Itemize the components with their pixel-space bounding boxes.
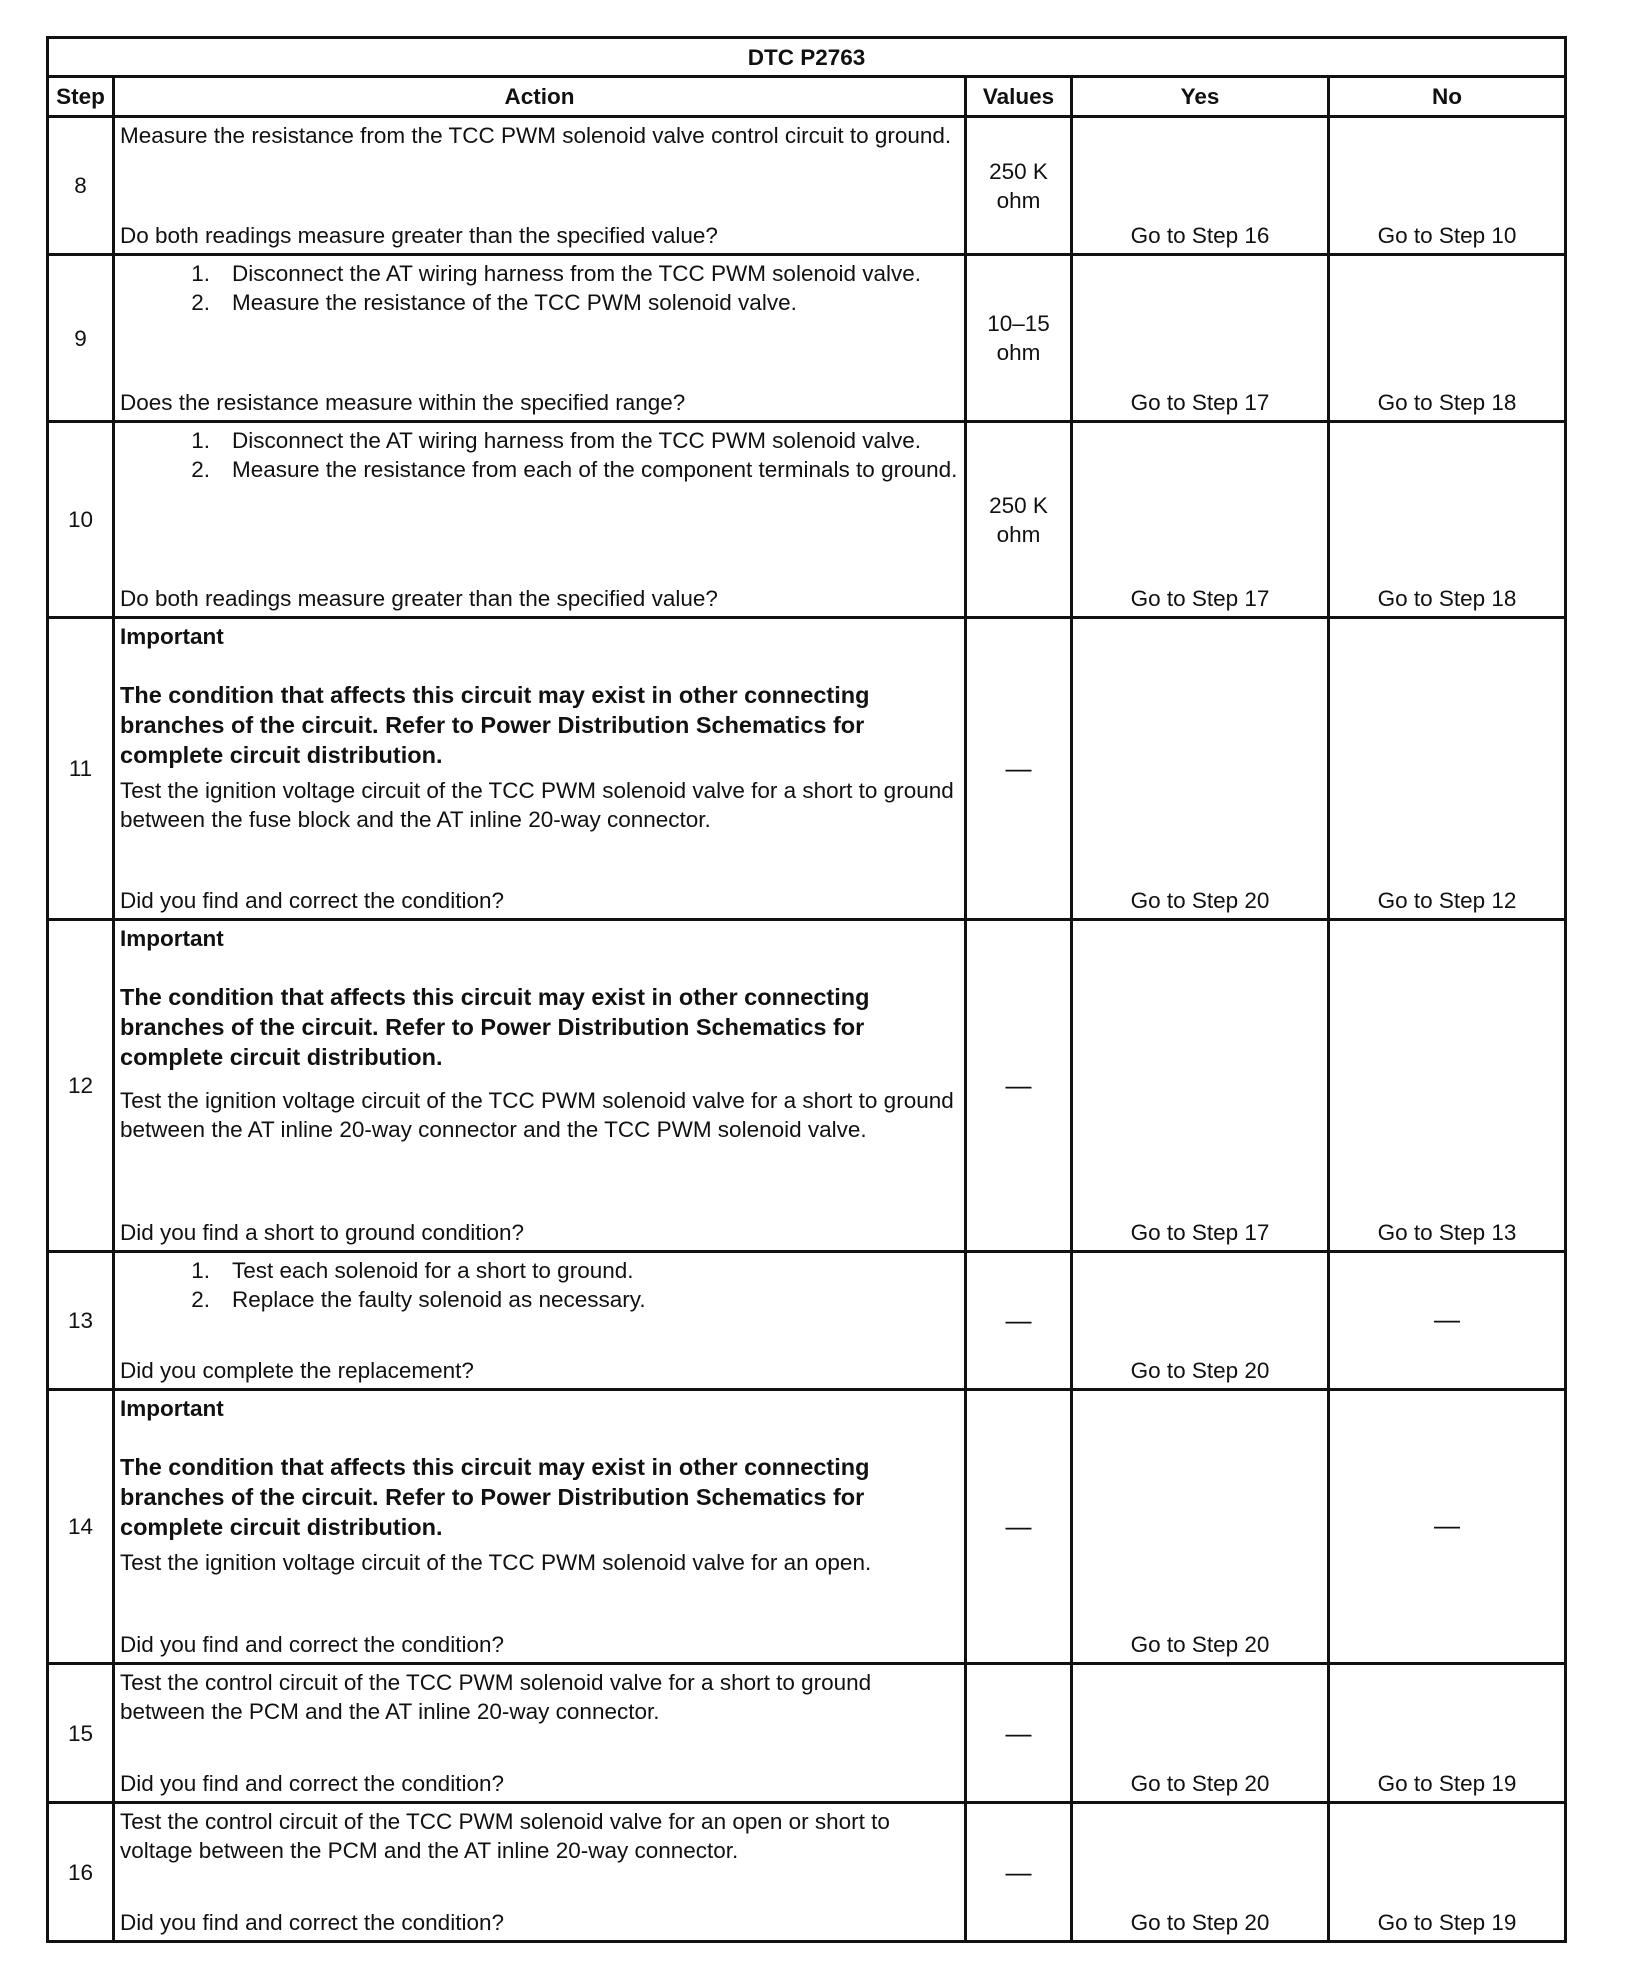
important-note: The condition that affects this circuit may exist in other connecting branches of the circuit. Refer to Power Distribution Schematics for complete circuit distribution. bbox=[120, 984, 870, 1070]
question-text: Did you find and correct the condition? bbox=[120, 1632, 504, 1657]
action-text: Test the ignition voltage circuit of the TCC PWM solenoid valve for an open. bbox=[120, 1550, 872, 1575]
step-number: 11 bbox=[48, 618, 114, 920]
header-values: Values bbox=[966, 77, 1072, 117]
question-text: Did you find and correct the condition? bbox=[120, 1910, 504, 1935]
table-row bbox=[48, 1664, 1566, 1803]
yes-cell: Go to Step 20 bbox=[1072, 1664, 1329, 1803]
question-text: Do both readings measure greater than the specified value? bbox=[120, 223, 718, 248]
important-label: Important bbox=[120, 1396, 224, 1421]
dtc-table bbox=[46, 36, 1567, 1943]
step-number: 9 bbox=[48, 255, 114, 422]
list-item: 2. Replace the faulty solenoid as necessary. bbox=[191, 1287, 646, 1312]
important-note: The condition that affects this circuit may exist in other connecting branches of the circuit. Refer to Power Distribution Schematics for complete circuit distribution. bbox=[120, 682, 870, 768]
action-text: Test the ignition voltage circuit of the TCC PWM solenoid valve for a short to ground between the AT inline 20-way connector and the TCC PWM solenoid valve. bbox=[120, 1088, 954, 1142]
values-cell: — bbox=[966, 1390, 1072, 1664]
values-cell: 10–15 ohm bbox=[966, 255, 1072, 422]
no-cell: Go to Step 12 bbox=[1329, 618, 1566, 920]
action-cell bbox=[114, 618, 966, 920]
action-cell bbox=[114, 1390, 966, 1664]
no-cell: Go to Step 18 bbox=[1329, 255, 1566, 422]
action-cell bbox=[114, 1664, 966, 1803]
step-number: 14 bbox=[48, 1390, 114, 1664]
step-number: 15 bbox=[48, 1664, 114, 1803]
values-cell: — bbox=[966, 1252, 1072, 1390]
action-cell bbox=[114, 422, 966, 618]
step-number: 13 bbox=[48, 1252, 114, 1390]
list-item: 2. Measure the resistance of the TCC PWM solenoid valve. bbox=[191, 290, 797, 315]
step-number: 8 bbox=[48, 117, 114, 255]
question-text: Did you find and correct the condition? bbox=[120, 1771, 504, 1796]
no-cell: — bbox=[1329, 1252, 1566, 1390]
step-number: 10 bbox=[48, 422, 114, 618]
action-steps bbox=[120, 426, 958, 566]
action-text: Test the ignition voltage circuit of the TCC PWM solenoid valve for a short to ground between the fuse block and the AT inline 20-way connector. bbox=[120, 778, 954, 832]
values-cell: 250 K ohm bbox=[966, 422, 1072, 618]
yes-cell: Go to Step 20 bbox=[1072, 618, 1329, 920]
question-text: Did you complete the replacement? bbox=[120, 1358, 474, 1383]
table-row bbox=[48, 117, 1566, 255]
no-cell: Go to Step 18 bbox=[1329, 422, 1566, 618]
action-steps bbox=[120, 1256, 958, 1338]
yes-cell: Go to Step 20 bbox=[1072, 1252, 1329, 1390]
action-cell bbox=[114, 920, 966, 1252]
header-yes: Yes bbox=[1072, 77, 1329, 117]
table-row bbox=[48, 255, 1566, 422]
question-text: Did you find a short to ground condition? bbox=[120, 1220, 525, 1245]
action-steps bbox=[120, 259, 958, 370]
header-no: No bbox=[1329, 77, 1566, 117]
values-cell: — bbox=[966, 920, 1072, 1252]
action-cell bbox=[114, 1252, 966, 1390]
important-label: Important bbox=[120, 624, 224, 649]
values-cell: 250 K ohm bbox=[966, 117, 1072, 255]
list-item: 1. Test each solenoid for a short to ground. bbox=[191, 1258, 634, 1283]
action-cell bbox=[114, 255, 966, 422]
header-action: Action bbox=[114, 77, 966, 117]
no-cell: Go to Step 19 bbox=[1329, 1664, 1566, 1803]
step-number: 12 bbox=[48, 920, 114, 1252]
table-row bbox=[48, 618, 1566, 920]
action-cell bbox=[114, 1803, 966, 1942]
header-step: Step bbox=[48, 77, 114, 117]
yes-cell: Go to Step 20 bbox=[1072, 1390, 1329, 1664]
action-text: Measure the resistance from the TCC PWM solenoid valve control circuit to ground. bbox=[120, 123, 952, 148]
action-text: Test the control circuit of the TCC PWM solenoid valve for a short to ground between the PCM and the AT inline 20-way connector. bbox=[120, 1670, 872, 1724]
list-item: 2. Measure the resistance from each of the component terminals to ground. bbox=[191, 457, 958, 482]
yes-cell: Go to Step 17 bbox=[1072, 422, 1329, 618]
yes-cell: Go to Step 17 bbox=[1072, 920, 1329, 1252]
yes-cell: Go to Step 16 bbox=[1072, 117, 1329, 255]
table-row bbox=[48, 920, 1566, 1252]
action-cell bbox=[114, 117, 966, 255]
table-row bbox=[48, 422, 1566, 618]
important-note: The condition that affects this circuit may exist in other connecting branches of the circuit. Refer to Power Distribution Schematics for complete circuit distribution. bbox=[120, 1454, 870, 1540]
no-cell: Go to Step 10 bbox=[1329, 117, 1566, 255]
list-item: 1. Disconnect the AT wiring harness from the TCC PWM solenoid valve. bbox=[191, 261, 922, 286]
table-title: DTC P2763 bbox=[48, 38, 1566, 77]
yes-cell: Go to Step 20 bbox=[1072, 1803, 1329, 1942]
question-text: Did you find and correct the condition? bbox=[120, 888, 504, 913]
step-number: 16 bbox=[48, 1803, 114, 1942]
table-row bbox=[48, 1252, 1566, 1390]
question-text: Does the resistance measure within the specified range? bbox=[120, 390, 686, 415]
list-item: 1. Disconnect the AT wiring harness from the TCC PWM solenoid valve. bbox=[191, 428, 922, 453]
no-cell: — bbox=[1329, 1390, 1566, 1664]
values-cell: — bbox=[966, 1664, 1072, 1803]
values-cell: — bbox=[966, 1803, 1072, 1942]
yes-cell: Go to Step 17 bbox=[1072, 255, 1329, 422]
no-cell: Go to Step 13 bbox=[1329, 920, 1566, 1252]
action-text: Test the control circuit of the TCC PWM solenoid valve for an open or short to voltage between the PCM and the AT inline 20-way connector. bbox=[120, 1809, 890, 1863]
table-row bbox=[48, 1390, 1566, 1664]
table-row bbox=[48, 1803, 1566, 1942]
values-cell: — bbox=[966, 618, 1072, 920]
important-label: Important bbox=[120, 926, 224, 951]
no-cell: Go to Step 19 bbox=[1329, 1803, 1566, 1942]
question-text: Do both readings measure greater than the specified value? bbox=[120, 586, 718, 611]
